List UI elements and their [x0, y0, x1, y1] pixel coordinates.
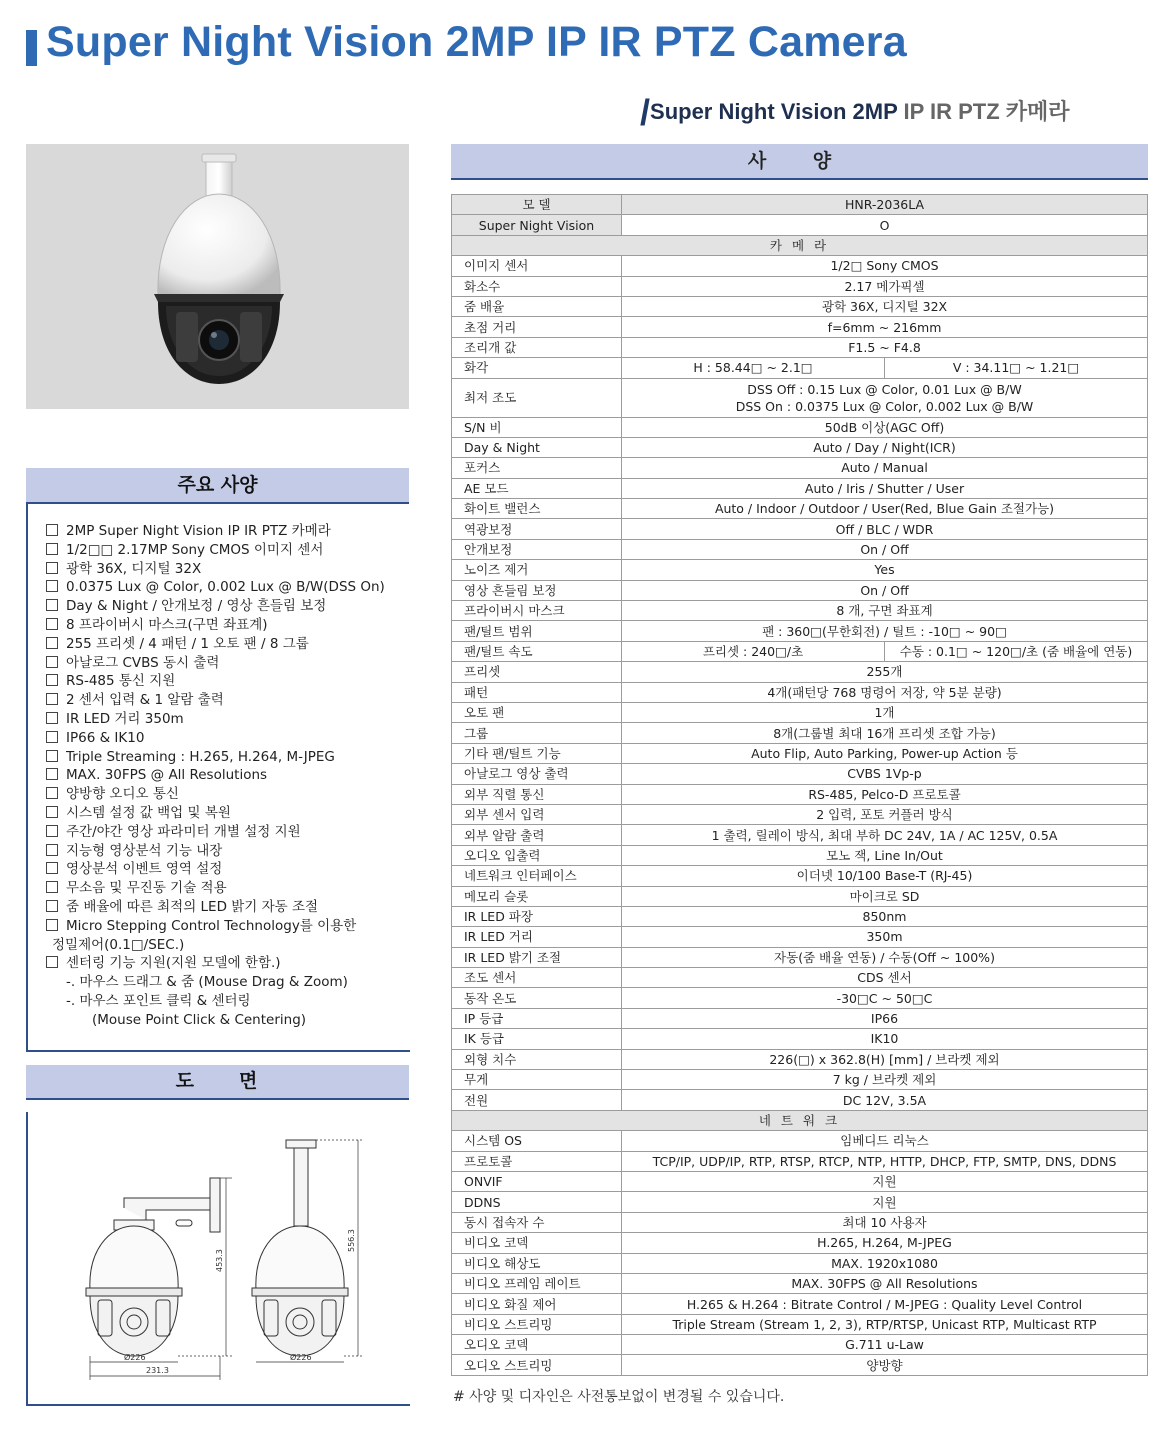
spec-row: [452, 499, 1148, 519]
checkbox-icon: [46, 750, 58, 762]
spec-row: [452, 296, 1148, 316]
spec-key: 팬/틸트 속도: [452, 641, 622, 661]
feature-item: [46, 917, 410, 936]
feature-text: 1/2□□ 2.17MP Sony CMOS 이미지 센서: [66, 541, 324, 558]
spec-value: 4개(패턴당 768 명령어 저장, 약 5분 분량): [622, 682, 1148, 702]
spec-row: [452, 478, 1148, 498]
feature-item: [46, 672, 410, 691]
spec-value: 1개: [622, 702, 1148, 722]
checkbox-icon: [46, 674, 58, 686]
spec-row: [452, 437, 1148, 457]
spec-row: [452, 1253, 1148, 1273]
spec-value: 255개: [622, 662, 1148, 682]
spec-value: 모노 잭, Line In/Out: [622, 845, 1148, 865]
feature-text: 영상분석 이벤트 영역 설정: [66, 861, 223, 878]
spec-value: TCP/IP, UDP/IP, RTP, RTSP, RTCP, NTP, HTTP, DHCP, FTP, SMTP, DNS, DDNS: [622, 1151, 1148, 1171]
spec-key: 네트워크 인터페이스: [452, 866, 622, 886]
spec-category-network: [452, 1110, 1148, 1130]
spec-key: 프로토콜: [452, 1151, 622, 1171]
spec-row: [452, 947, 1148, 967]
spec-key: 아날로그 영상 출력: [452, 764, 622, 784]
spec-value: 지원: [622, 1171, 1148, 1191]
feature-text: IR LED 거리 350m: [66, 710, 184, 727]
feature-item: [46, 842, 410, 861]
spec-key: 역광보정: [452, 519, 622, 539]
spec-row: [452, 1335, 1148, 1355]
spec-row: [452, 337, 1148, 357]
feature-text: -. 마우스 드래그 & 줌 (Mouse Drag & Zoom): [66, 974, 348, 991]
spec-key: 초점 거리: [452, 317, 622, 337]
drawing-heading: 도 면: [26, 1065, 409, 1100]
spec-key: 외부 직렬 통신: [452, 784, 622, 804]
spec-value: 8 개, 구면 좌표계: [622, 601, 1148, 621]
spec-key: 동시 접속자 수: [452, 1212, 622, 1232]
checkbox-icon: [46, 580, 58, 592]
spec-key: 비디오 프레임 레이트: [452, 1273, 622, 1293]
spec-row: [452, 1029, 1148, 1049]
spec-row: [452, 1090, 1148, 1110]
spec-value: 자동(줌 배율 연동) / 수동(Off ~ 100%): [622, 947, 1148, 967]
feature-text: 정밀제어(0.1□/SEC.): [52, 936, 185, 953]
spec-value: 양방향: [622, 1355, 1148, 1375]
spec-row: [452, 662, 1148, 682]
spec-row-pt-speed: [452, 641, 1148, 661]
feature-text: 0.0375 Lux @ Color, 0.002 Lux @ B/W(DSS On): [66, 579, 385, 596]
spec-key: 오디오 입출력: [452, 845, 622, 865]
subtitle-dark: Super Night Vision 2MP: [650, 99, 904, 124]
feature-item: [46, 766, 410, 785]
spec-value: 1/2□ Sony CMOS: [622, 256, 1148, 276]
checkbox-icon: [46, 731, 58, 743]
feature-item: [46, 710, 410, 729]
spec-value: MAX. 1920x1080: [622, 1253, 1148, 1273]
checkbox-icon: [46, 599, 58, 611]
spec-key: 모 델: [452, 195, 622, 215]
spec-value: 2.17 메가픽셀: [622, 276, 1148, 296]
spec-key: 최저 조도: [452, 378, 622, 417]
spec-row: [452, 417, 1148, 437]
checkbox-icon: [46, 900, 58, 912]
feature-text: 시스템 설정 값 백업 및 복원: [66, 804, 231, 821]
dim-231: 231.3: [146, 1366, 169, 1375]
spec-value: CVBS 1Vp-p: [622, 764, 1148, 784]
spec-category-camera: [452, 235, 1148, 255]
spec-row: [452, 1070, 1148, 1090]
checkbox-icon: [46, 637, 58, 649]
feature-text: 무소음 및 무진동 기술 적용: [66, 880, 227, 897]
feature-item: [46, 973, 410, 992]
subtitle-slash: /: [640, 92, 651, 133]
spec-row: [452, 845, 1148, 865]
feature-item: [46, 578, 410, 597]
spec-row: [452, 1273, 1148, 1293]
spec-value: 50dB 이상(AGC Off): [622, 417, 1148, 437]
spec-key: 화각: [452, 358, 622, 378]
dim-556: 556.3: [347, 1229, 356, 1252]
checkbox-icon: [46, 524, 58, 536]
spec-row: [452, 1212, 1148, 1232]
spec-value: Triple Stream (Stream 1, 2, 3), RTP/RTSP, Unicast RTP, Multicast RTP: [622, 1314, 1148, 1334]
spec-value-a: H : 58.44□ ~ 2.1□: [622, 358, 885, 378]
spec-value: H.265 & H.264 : Bitrate Control / M-JPEG : Quality Level Control: [622, 1294, 1148, 1314]
spec-value: 광학 36X, 디지털 32X: [622, 296, 1148, 316]
subtitle-gray: IP IR PTZ 카메라: [903, 99, 1070, 124]
spec-key: 메모리 슬롯: [452, 886, 622, 906]
spec-row: [452, 1008, 1148, 1028]
spec-key: 이미지 센서: [452, 256, 622, 276]
feature-item: [46, 823, 410, 842]
spec-key: Super Night Vision: [452, 215, 622, 235]
feature-text: Triple Streaming : H.265, H.264, M-JPEG: [66, 748, 335, 765]
spec-key: 비디오 스트리밍: [452, 1314, 622, 1334]
dim-226-right: Ø226: [290, 1353, 312, 1362]
feature-text: (Mouse Point Click & Centering): [92, 1011, 307, 1028]
spec-row: [452, 1192, 1148, 1212]
spec-key: 줌 배율: [452, 296, 622, 316]
spec-value: 임베디드 리눅스: [622, 1131, 1148, 1151]
spec-key: 비디오 화질 제어: [452, 1294, 622, 1314]
feature-item: [46, 654, 410, 673]
spec-key: 안개보정: [452, 539, 622, 559]
spec-key: 오디오 코덱: [452, 1335, 622, 1355]
spec-row: [452, 1294, 1148, 1314]
category-label: 네 트 워 크: [452, 1110, 1148, 1130]
feature-item: [46, 898, 410, 917]
spec-value: F1.5 ~ F4.8: [622, 337, 1148, 357]
feature-text: RS-485 통신 지원: [66, 673, 176, 690]
spec-key: 패턴: [452, 682, 622, 702]
feature-item: [46, 729, 410, 748]
checkbox-icon: [46, 787, 58, 799]
spec-key: 프리셋: [452, 662, 622, 682]
checkbox-icon: [46, 806, 58, 818]
spec-key: 전원: [452, 1090, 622, 1110]
feature-item: [46, 860, 410, 879]
checkbox-icon: [46, 618, 58, 630]
spec-value: Auto / Iris / Shutter / User: [622, 478, 1148, 498]
spec-key: 노이즈 제거: [452, 560, 622, 580]
spec-row: [452, 601, 1148, 621]
spec-key: 외형 치수: [452, 1049, 622, 1069]
spec-key: 화이트 밸런스: [452, 499, 622, 519]
spec-value-b: 수동 : 0.1□ ~ 120□/초 (줌 배율에 연동): [885, 641, 1148, 661]
spec-row: [452, 1151, 1148, 1171]
spec-key: 비디오 해상도: [452, 1253, 622, 1273]
spec-row: [452, 1314, 1148, 1334]
spec-value: Auto / Day / Night(ICR): [622, 437, 1148, 457]
checkbox-icon: [46, 656, 58, 668]
spec-row: [452, 1233, 1148, 1253]
spec-key: IK 등급: [452, 1029, 622, 1049]
spec-value: H.265, H.264, M-JPEG: [622, 1233, 1148, 1253]
spec-row: [452, 886, 1148, 906]
spec-row-lux: [452, 378, 1148, 417]
feature-text: IP66 & IK10: [66, 729, 145, 746]
feature-text: Micro Stepping Control Technology를 이용한: [66, 917, 357, 934]
checkbox-icon: [46, 768, 58, 780]
spec-value-b: V : 34.11□ ~ 1.21□: [885, 358, 1148, 378]
spec-row: [452, 580, 1148, 600]
feature-item: [46, 522, 410, 541]
feature-text: 8 프라이버시 마스크(구면 좌표계): [66, 616, 268, 633]
spec-row: [452, 1355, 1148, 1375]
spec-value: DC 12V, 3.5A: [622, 1090, 1148, 1110]
spec-key: 외부 센서 입력: [452, 804, 622, 824]
spec-row: [452, 866, 1148, 886]
spec-key: 화소수: [452, 276, 622, 296]
spec-heading-wrap: [451, 144, 1148, 180]
feature-text: -. 마우스 포인트 클릭 & 센터링: [66, 992, 251, 1009]
feature-text: 지능형 영상분석 기능 내장: [66, 842, 223, 859]
feature-item: [46, 560, 410, 579]
spec-value: MAX. 30FPS @ All Resolutions: [622, 1273, 1148, 1293]
spec-value: IK10: [622, 1029, 1148, 1049]
spec-value: Auto Flip, Auto Parking, Power-up Action 등: [622, 743, 1148, 763]
spec-row: [452, 988, 1148, 1008]
checkbox-icon: [46, 862, 58, 874]
feature-item: [46, 936, 410, 955]
spec-row: [452, 539, 1148, 559]
spec-value: On / Off: [622, 580, 1148, 600]
spec-row: [452, 804, 1148, 824]
spec-value: G.711 u-Law: [622, 1335, 1148, 1355]
checkbox-icon: [46, 844, 58, 856]
dimension-drawing-svg: [28, 1112, 410, 1404]
features-heading: 주요 사양: [26, 468, 409, 504]
spec-row: [452, 276, 1148, 296]
page-title: Super Night Vision 2MP IP IR PTZ Camera: [46, 18, 907, 66]
checkbox-icon: [46, 543, 58, 555]
feature-text: 줌 배율에 따른 최적의 LED 밝기 자동 조절: [66, 898, 319, 915]
spec-row-snv: [452, 215, 1148, 235]
spec-value: HNR-2036LA: [622, 195, 1148, 215]
spec-heading: 사 양: [451, 144, 1148, 180]
spec-key: IR LED 밝기 조절: [452, 947, 622, 967]
spec-row-angle: [452, 358, 1148, 378]
feature-text: 255 프리셋 / 4 패턴 / 1 오토 팬 / 8 그룹: [66, 635, 309, 652]
title-accent-bar: [26, 30, 37, 66]
feature-text: Day & Night / 안개보정 / 영상 흔들림 보정: [66, 598, 327, 615]
feature-item: [46, 691, 410, 710]
spec-value: 마이크로 SD: [622, 886, 1148, 906]
spec-row: [452, 1049, 1148, 1069]
spec-key: AE 모드: [452, 478, 622, 498]
spec-value: 1 출력, 릴레이 방식, 최대 부하 DC 24V, 1A / AC 125V, 0.5A: [622, 825, 1148, 845]
spec-value: [622, 378, 1148, 417]
spec-key: 포커스: [452, 458, 622, 478]
feature-text: 2 센서 입력 & 1 알람 출력: [66, 692, 224, 709]
spec-value-a: 프리셋 : 240□/초: [622, 641, 885, 661]
spec-row: [452, 621, 1148, 641]
spec-row: [452, 256, 1148, 276]
spec-row: [452, 968, 1148, 988]
feature-item: [46, 616, 410, 635]
spec-row: [452, 743, 1148, 763]
spec-value: IP66: [622, 1008, 1148, 1028]
spec-table: [451, 194, 1148, 1376]
spec-key: 프라이버시 마스크: [452, 601, 622, 621]
spec-row: [452, 927, 1148, 947]
spec-row: [452, 317, 1148, 337]
spec-value: On / Off: [622, 539, 1148, 559]
feature-text: 광학 36X, 디지털 32X: [66, 560, 202, 577]
spec-key: 팬/틸트 범위: [452, 621, 622, 641]
page-subtitle: [640, 86, 1070, 133]
spec-value: Off / BLC / WDR: [622, 519, 1148, 539]
feature-text: 센터링 기능 지원(지원 모델에 한함.): [66, 955, 281, 972]
spec-value: 350m: [622, 927, 1148, 947]
spec-key: ONVIF: [452, 1171, 622, 1191]
spec-key: 시스템 OS: [452, 1131, 622, 1151]
spec-key: 무게: [452, 1070, 622, 1090]
spec-key: IR LED 거리: [452, 927, 622, 947]
feature-item: [46, 785, 410, 804]
spec-value: Auto / Indoor / Outdoor / User(Red, Blue Gain 조절가능): [622, 499, 1148, 519]
spec-row: [452, 1171, 1148, 1191]
feature-text: 주간/야간 영상 파라미터 개별 설정 지원: [66, 823, 301, 840]
category-label: 카 메 라: [452, 235, 1148, 255]
spec-key: 영상 흔들림 보정: [452, 580, 622, 600]
spec-value: RS-485, Pelco-D 프로토콜: [622, 784, 1148, 804]
spec-row: [452, 682, 1148, 702]
spec-value: CDS 센서: [622, 968, 1148, 988]
dim-453: 453.3: [215, 1249, 224, 1272]
spec-row: [452, 560, 1148, 580]
lux-line-1: DSS Off : 0.15 Lux @ Color, 0.01 Lux @ B/W: [747, 381, 1022, 397]
spec-key: 비디오 코덱: [452, 1233, 622, 1253]
feature-item: [46, 1011, 410, 1030]
feature-item: [46, 992, 410, 1011]
checkbox-icon: [46, 562, 58, 574]
spec-row: [452, 825, 1148, 845]
spec-key: S/N 비: [452, 417, 622, 437]
spec-value: 850nm: [622, 906, 1148, 926]
feature-text: 양방향 오디오 통신: [66, 786, 179, 803]
checkbox-icon: [46, 881, 58, 893]
spec-value: f=6mm ~ 216mm: [622, 317, 1148, 337]
checkbox-icon: [46, 956, 58, 968]
checkbox-icon: [46, 825, 58, 837]
spec-row: [452, 723, 1148, 743]
feature-item: [46, 541, 410, 560]
spec-value: 팬 : 360□(무한회전) / 틸트 : -10□ ~ 90□: [622, 621, 1148, 641]
spec-key: DDNS: [452, 1192, 622, 1212]
spec-key: IR LED 파장: [452, 906, 622, 926]
spec-key: 기타 팬/틸트 기능: [452, 743, 622, 763]
dim-226-left: Ø226: [124, 1353, 146, 1362]
feature-item: [46, 804, 410, 823]
dimension-drawing: [26, 1112, 410, 1406]
spec-row: [452, 906, 1148, 926]
spec-value: O: [622, 215, 1148, 235]
feature-item: [46, 597, 410, 616]
spec-value: 8개(그룹별 최대 16개 프리셋 조합 가능): [622, 723, 1148, 743]
spec-value: -30□C ~ 50□C: [622, 988, 1148, 1008]
spec-row: [452, 784, 1148, 804]
feature-text: 2MP Super Night Vision IP IR PTZ 카메라: [66, 523, 331, 539]
ptz-camera-image: [26, 144, 409, 409]
spec-value: 지원: [622, 1192, 1148, 1212]
features-panel: [26, 504, 410, 1052]
spec-row: [452, 458, 1148, 478]
spec-value: 7 kg / 브라켓 제외: [622, 1070, 1148, 1090]
product-photo: [26, 144, 409, 409]
spec-key: 오디오 스트리밍: [452, 1355, 622, 1375]
spec-key: 오토 팬: [452, 702, 622, 722]
spec-key: 조리개 값: [452, 337, 622, 357]
feature-item: [46, 635, 410, 654]
feature-text: 아날로그 CVBS 동시 출력: [66, 654, 220, 671]
spec-value: Yes: [622, 560, 1148, 580]
spec-key: IP 등급: [452, 1008, 622, 1028]
spec-value: Auto / Manual: [622, 458, 1148, 478]
spec-value: 최대 10 사용자: [622, 1212, 1148, 1232]
checkbox-icon: [46, 712, 58, 724]
feature-text: MAX. 30FPS @ All Resolutions: [66, 767, 268, 784]
spec-key: 조도 센서: [452, 968, 622, 988]
spec-row: [452, 702, 1148, 722]
checkbox-icon: [46, 919, 58, 931]
spec-row-model: [452, 195, 1148, 215]
footnote: # 사양 및 디자인은 사전통보없이 변경될 수 있습니다.: [453, 1389, 785, 1405]
features-list: [28, 504, 410, 1030]
checkbox-icon: [46, 693, 58, 705]
feature-item: [46, 879, 410, 898]
spec-key: 동작 온도: [452, 988, 622, 1008]
feature-item: [46, 954, 410, 973]
spec-value: 226(□) x 362.8(H) [mm] / 브라켓 제외: [622, 1049, 1148, 1069]
spec-row: [452, 519, 1148, 539]
spec-value: 2 입력, 포토 커플러 방식: [622, 804, 1148, 824]
spec-value: 이더넷 10/100 Base-T (RJ-45): [622, 866, 1148, 886]
spec-row: [452, 1131, 1148, 1151]
feature-item: [46, 748, 410, 767]
spec-key: 그룹: [452, 723, 622, 743]
lux-line-2: DSS On : 0.0375 Lux @ Color, 0.002 Lux @ B/W: [735, 398, 1034, 414]
spec-key: Day & Night: [452, 437, 622, 457]
spec-key: 외부 알람 출력: [452, 825, 622, 845]
spec-row: [452, 764, 1148, 784]
